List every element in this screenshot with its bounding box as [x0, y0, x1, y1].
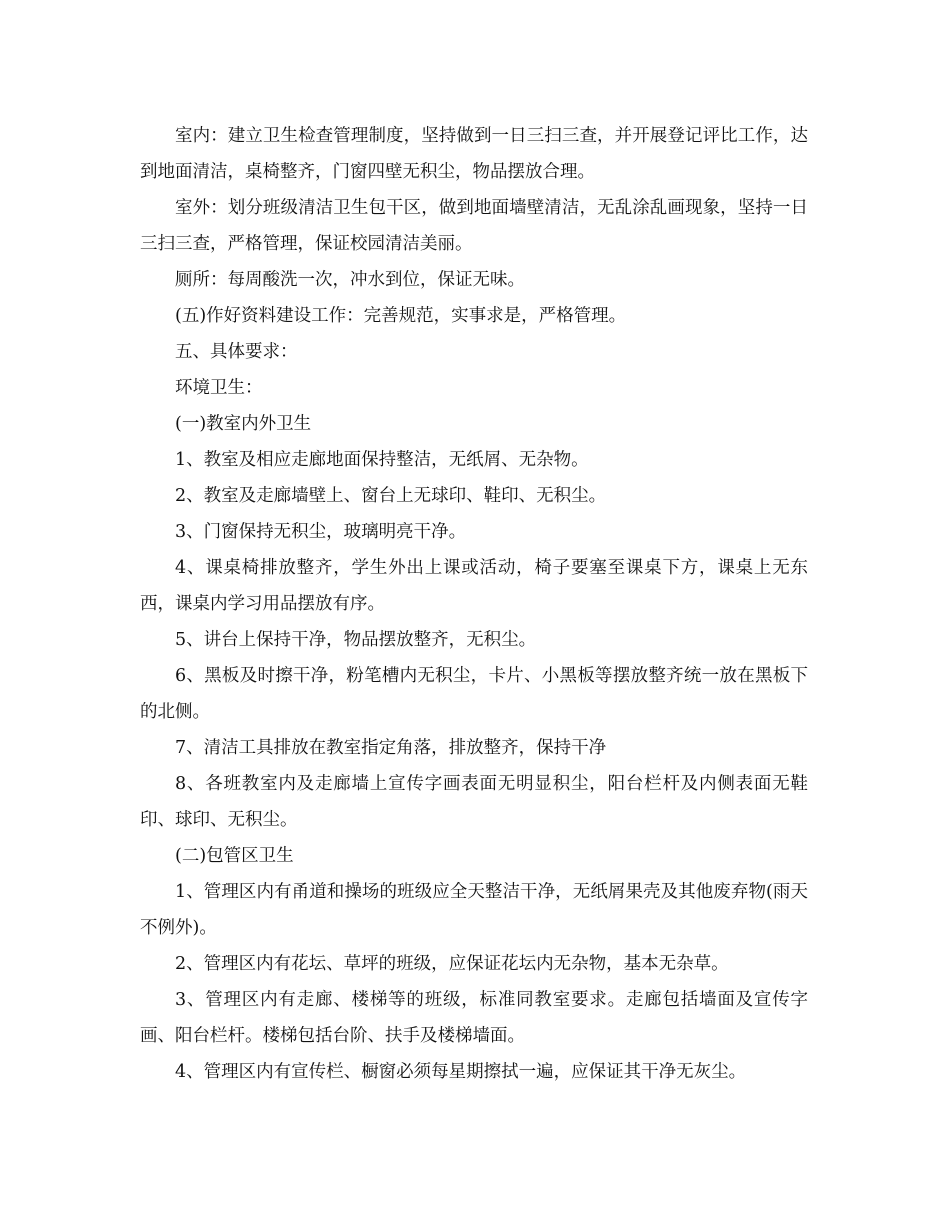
list-item: 7、清洁工具排放在教室指定角落，排放整齐，保持干净: [175, 738, 607, 758]
list-item: 3、管理区内有走廊、楼梯等的班级，标准同教室要求。走廊包括墙面及宣传字画、阳台栏杆。楼梯包括台阶、扶手及楼梯墙面。: [140, 990, 808, 1046]
list-item: 2、管理区内有花坛、草坪的班级，应保证花坛内无杂物，基本无杂草。: [175, 954, 729, 974]
paragraph-indoor: 室内：建立卫生检查管理制度，坚持做到一日三扫三查，并开展登记评比工作，达到地面清洁，桌椅整齐，门窗四壁无积尘，物品摆放合理。: [140, 126, 808, 182]
list-item: 4、管理区内有宣传栏、橱窗必须每星期擦拭一遍，应保证其干净无灰尘。: [175, 1062, 747, 1082]
paragraph-records: (五)作好资料建设工作：完善规范，实事求是，严格管理。: [175, 306, 627, 326]
document-body: [140, 118, 808, 1090]
list-item: 6、黑板及时擦干净，粉笔槽内无积尘，卡片、小黑板等摆放整齐统一放在黑板下的北侧。: [140, 666, 808, 722]
list-item: 1、教室及相应走廊地面保持整洁，无纸屑、无杂物。: [175, 450, 589, 470]
section-heading-requirements: 五、具体要求：: [175, 342, 298, 362]
subheading-environment: 环境卫生：: [175, 378, 263, 398]
subheading-managed-area: (二)包管区卫生: [175, 846, 294, 866]
subheading-classroom: (一)教室内外卫生: [175, 414, 312, 434]
list-item: 2、教室及走廊墙壁上、窗台上无球印、鞋印、无积尘。: [175, 486, 607, 506]
list-item: 3、门窗保持无积尘，玻璃明亮干净。: [175, 522, 467, 542]
paragraph-outdoor: 室外：划分班级清洁卫生包干区，做到地面墙壁清洁，无乱涂乱画现象，坚持一日三扫三查，严格管理，保证校园清洁美丽。: [140, 198, 808, 254]
list-item: 1、管理区内有甬道和操场的班级应全天整洁干净，无纸屑果壳及其他废弃物(雨天不例外)。: [140, 882, 808, 938]
list-item: 4、课桌椅排放整齐，学生外出上课或活动，椅子要塞至课桌下方，课桌上无东西，课桌内学习用品摆放有序。: [140, 558, 808, 614]
paragraph-toilet: 厕所：每周酸洗一次，冲水到位，保证无味。: [175, 270, 525, 290]
list-item: 8、各班教室内及走廊墙上宣传字画表面无明显积尘，阳台栏杆及内侧表面无鞋印、球印、无积尘。: [140, 774, 808, 830]
list-item: 5、讲台上保持干净，物品摆放整齐，无积尘。: [175, 630, 537, 650]
